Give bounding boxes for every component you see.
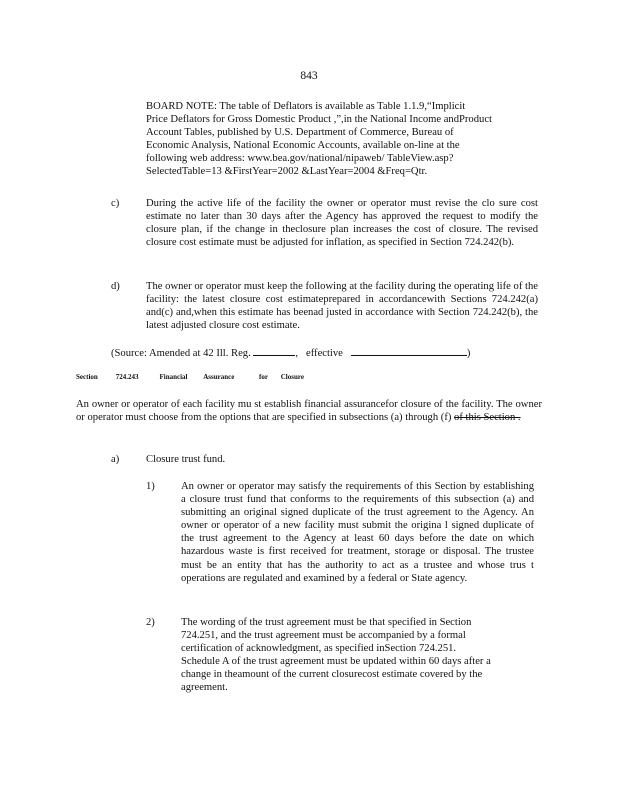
page-number: 843 (300, 70, 318, 82)
para-2-text (181, 616, 541, 695)
intro-text: An owner or operator of each facility mu st establish financial assurancefor closure of the facility. The owner or operator must choose from the options that are specified in subsections (a) through (f) (76, 399, 542, 424)
section-word: Section (76, 373, 98, 381)
effective-date-blank-line (351, 345, 467, 356)
item-d-text: The owner or operator must keep the following at the facility during the operating life of the facility: the latest closure cost estimateprepared in accordancewith Sections 724.242(a) and(c) and,when this estimate has beenad justed in accordance with Section 724.242(b), the latest adjusted closure cost estimate. (146, 281, 538, 332)
board-note (146, 100, 536, 179)
subsection-a-title: Closure trust fund. (146, 454, 226, 465)
struck-text: of this Section . (454, 412, 521, 424)
section-number: 724.243 (115, 373, 139, 381)
source-prefix: (Source: Amended at 42 Ill. Reg. (111, 348, 251, 359)
board-note-line: BOARD NOTE: The table of Deflators is available as Table 1.1.9,“Implicit (146, 101, 466, 112)
subsection-a-label: a) (111, 454, 120, 465)
para-2-line: 724.251, and the trust agreement must be accompanied by a formal (181, 630, 466, 642)
board-note-line: Price Deflators for Gross Domestic Product ,”,in the National Income andProduct (146, 114, 492, 126)
board-note-line: SelectedTable=13 &FirstYear=2002 &LastYear=2004 &Freq=Qtr. (146, 166, 428, 178)
heading-word: Assurance (203, 373, 235, 381)
para-2-label: 2) (146, 617, 155, 628)
source-comma: , (295, 348, 299, 359)
source-close: ) (466, 348, 471, 359)
item-c-label: c) (111, 198, 120, 209)
heading-word: for (259, 373, 268, 381)
register-blank-line (253, 345, 295, 356)
board-note-line: Economic Analysis, National Economic Accounts, available on-line at the (146, 140, 460, 152)
item-c-text: During the active life of the facility the owner or operator must revise the clo sure cost estimate no later than 30 days after the Agency has approved the request to modify the closure plan, if the change in theclosure plan increases the cost of closure. The revised closure cost estimate must be adjusted for inflation, as specified in Section 724.242(b). (146, 198, 538, 249)
heading-word: Financial (159, 373, 188, 381)
source-note (111, 345, 531, 360)
para-2-line: change in theamount of the current closurecost estimate covered by the (181, 669, 483, 681)
item-d-label: d) (111, 281, 120, 292)
board-note-line: Account Tables, published by U.S. Department of Commerce, Bureau of (146, 127, 454, 139)
source-effective: effective (306, 348, 343, 359)
para-1-text: An owner or operator may satisfy the requirements of this Section by establishing a closure trust fund that conforms to the requirements of this subsection (a) and submitting an original signed duplicate of the trust agreement to the Agency. An owner or operator of a new facility must submit the origina l signed duplicate of the trust agreement to the Agency at least 60 days before the date on which hazardous waste is first received for treatment, storage or disposal. The trustee must be an entity that has the authority to act as a trustee and whose trus t operations are regulated and examined by a federal or State agency. (181, 481, 534, 584)
para-2-line: certification of acknowledgment, as specified inSection 724.251. (181, 643, 457, 655)
board-note-line: following web address: www.bea.gov/national/nipaweb/ TableView.asp? (146, 153, 454, 165)
section-heading (76, 373, 546, 381)
heading-word: Closure (280, 373, 304, 381)
para-2-line: The wording of the trust agreement must be that specified in Section (181, 617, 472, 628)
para-1-label: 1) (146, 481, 155, 492)
para-2-line: Schedule A of the trust agreement must be updated within 60 days after a (181, 656, 491, 668)
para-2-line: agreement. (181, 682, 228, 694)
intro-paragraph (76, 398, 542, 424)
